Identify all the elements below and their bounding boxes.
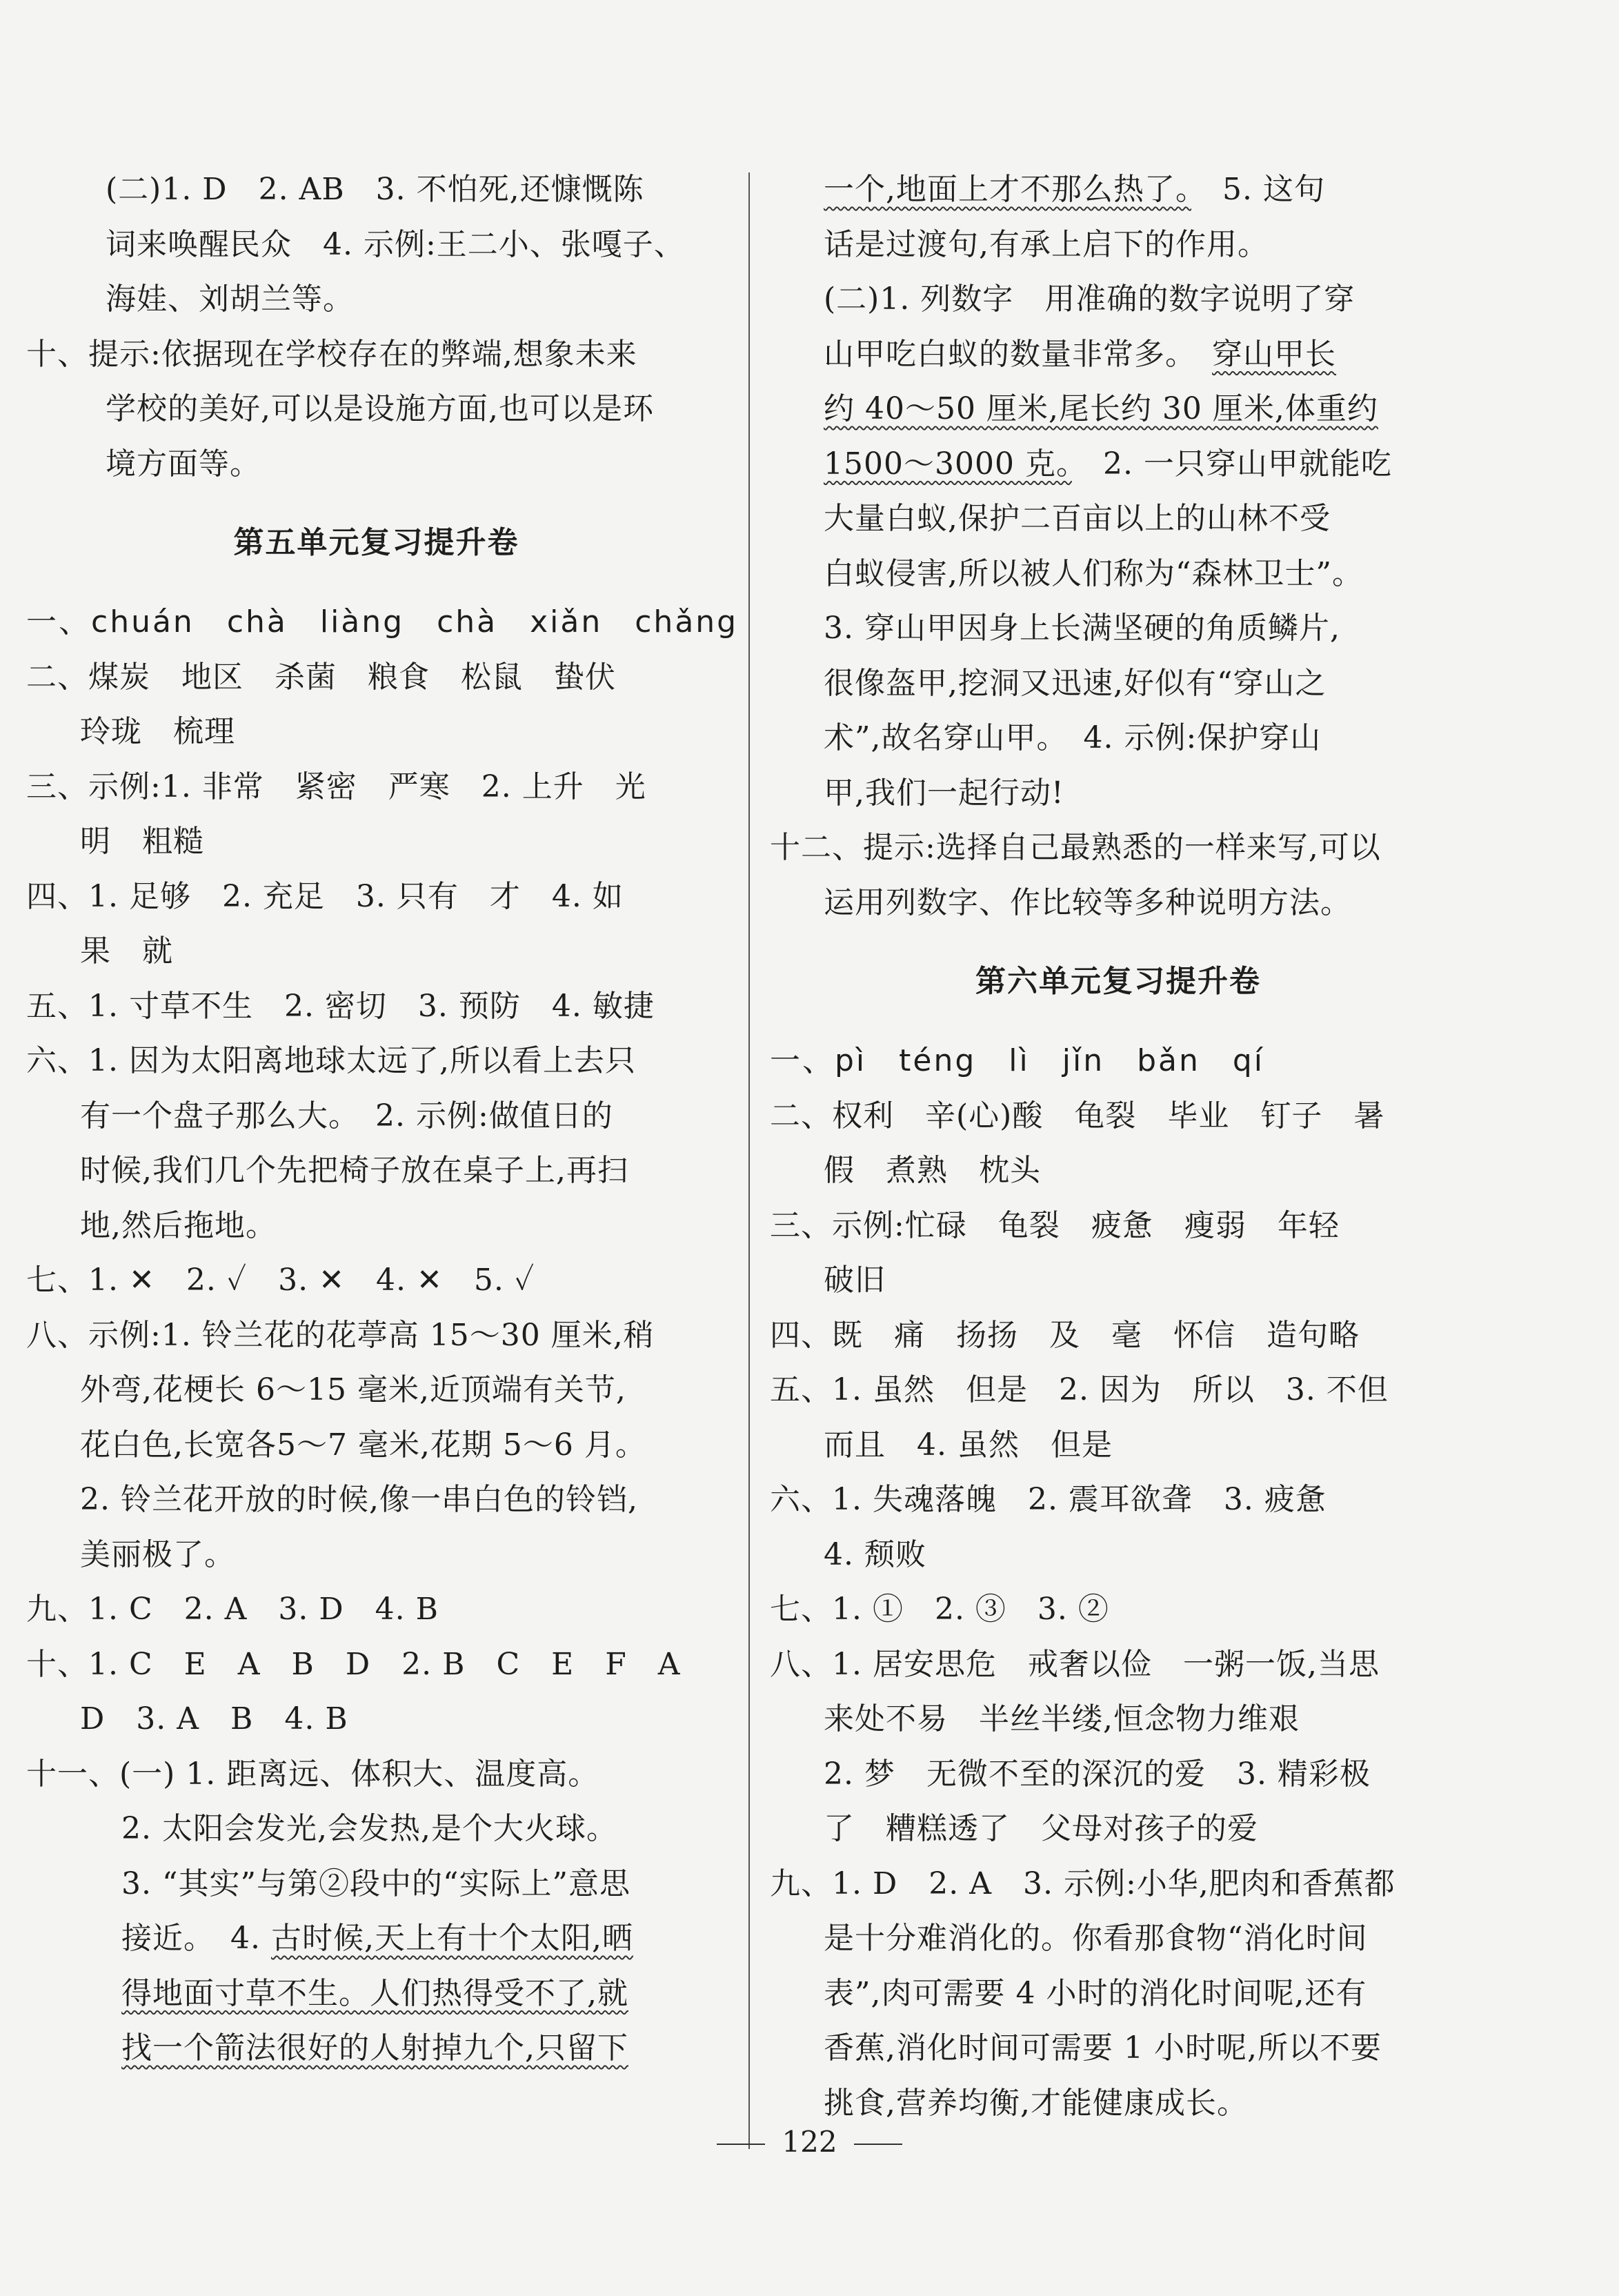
wavy-underlined-text: 1500～3000 克。 <box>824 446 1072 482</box>
text-line: 九、1. D 2. A 3. 示例:小华,肥肉和香蕉都 <box>770 1866 1395 1901</box>
text-line: 果 就 <box>80 933 173 969</box>
text-line: 4. 颓败 <box>824 1536 926 1572</box>
pinyin-line: 一、pì téng lì jǐn bǎn qí <box>770 1043 1265 1078</box>
text-line: 而且 4. 虽然 但是 <box>824 1427 1113 1463</box>
text-line: 来处不易 半丝半缕,恒念物力维艰 <box>824 1701 1300 1736</box>
text-line: 明 粗糙 <box>80 824 204 859</box>
text-line: 美丽极了。 <box>80 1536 235 1572</box>
section-heading-unit-5: 第五单元复习提升卷 <box>233 525 519 560</box>
text-line: 时候,我们几个先把椅子放在桌子上,再扫 <box>80 1153 628 1188</box>
wavy-underlined-text: 约 40～50 厘米,尾长约 30 厘米,体重约 <box>824 391 1378 426</box>
text-line: 六、1. 失魂落魄 2. 震耳欲聋 3. 疲惫 <box>770 1482 1327 1517</box>
dash-decoration <box>854 2144 902 2145</box>
text-line: 香蕉,消化时间可需要 1 小时呢,所以不要 <box>824 2030 1382 2066</box>
wavy-underlined-text: 古时候,天上有十个太阳,晒 <box>270 1921 633 1956</box>
text-line: D 3. A B 4. B <box>80 1701 348 1736</box>
text-line: 很像盔甲,挖洞又迅速,好似有“穿山之 <box>824 665 1327 701</box>
text-line: 运用列数字、作比较等多种说明方法。 <box>824 884 1351 920</box>
text-segment: 山甲吃白蚁的数量非常多。 <box>824 336 1212 372</box>
text-line: 三、示例:忙碌 龟裂 疲惫 瘦弱 年轻 <box>770 1207 1340 1243</box>
wavy-underlined-text: 一个,地面上才不那么热了。 <box>824 172 1191 207</box>
column-divider <box>748 172 750 2149</box>
text-line: 3. 穿山甲因身上长满坚硬的角质鳞片, <box>824 611 1340 646</box>
text-line: 了 糟糕透了 父母对孩子的爱 <box>824 1811 1258 1846</box>
text-line: 二、煤炭 地区 杀菌 粮食 松鼠 蛰伏 <box>26 659 616 695</box>
text-line: (二)1. D 2. AB 3. 不怕死,还慷慨陈 <box>106 172 644 207</box>
right-column <box>770 162 1467 2130</box>
wavy-underlined-text: 得地面寸草不生。人们热得受不了,就 <box>121 1975 628 2011</box>
text-line: 十、1. C E A B D 2. B C E F A <box>26 1646 681 1682</box>
text-line: 六、1. 因为太阳离地球太远了,所以看上去只 <box>26 1043 636 1078</box>
text-line: 八、1. 居安思危 戒奢以俭 一粥一饭,当思 <box>770 1646 1380 1682</box>
text-line: 五、1. 虽然 但是 2. 因为 所以 3. 不但 <box>770 1372 1389 1407</box>
text-line: 大量白蚁,保护二百亩以上的山林不受 <box>824 501 1331 536</box>
text-line: 四、既 痛 扬扬 及 毫 怀信 造句略 <box>770 1317 1360 1353</box>
text-line: 词来唤醒民众 4. 示例:王二小、张嘎子、 <box>106 226 685 262</box>
page-number-text: 122 <box>782 2125 837 2159</box>
text-line: 十一、(一) 1. 距离远、体积大、温度高。 <box>26 1756 599 1792</box>
pinyin-line: 一、chuán chà liàng chà xiǎn chǎng <box>26 604 739 640</box>
text-line: 有一个盘子那么大。 2. 示例:做值日的 <box>80 1098 613 1134</box>
text-segment: 5. 这句 <box>1191 172 1325 207</box>
text-line: 3. “其实”与第②段中的“实际上”意思 <box>121 1866 630 1901</box>
text-line <box>770 437 1467 492</box>
dash-decoration <box>717 2144 765 2145</box>
text-line: 地,然后拖地。 <box>80 1207 277 1243</box>
text-line: 2. 铃兰花开放的时候,像一串白色的铃铛, <box>80 1482 638 1517</box>
text-line: 二、权利 辛(心)酸 龟裂 毕业 钉子 暑 <box>770 1098 1385 1134</box>
text-line: 2. 太阳会发光,会发热,是个大火球。 <box>121 1811 617 1846</box>
text-line <box>26 2021 726 2076</box>
text-line: 是十分难消化的。你看那食物“消化时间 <box>824 1921 1368 1956</box>
left-column <box>26 162 739 2076</box>
text-line: 学校的美好,可以是设施方面,也可以是环 <box>106 391 654 426</box>
text-line: 五、1. 寸草不生 2. 密切 3. 预防 4. 敏捷 <box>26 988 655 1024</box>
text-line: 假 煮熟 枕头 <box>824 1153 1041 1188</box>
text-line: 十、提示:依据现在学校存在的弊端,想象未来 <box>26 336 637 372</box>
wavy-underlined-text: 穿山甲长 <box>1212 336 1336 372</box>
text-line: 四、1. 足够 2. 充足 3. 只有 才 4. 如 <box>26 878 624 914</box>
text-line <box>26 1966 726 2021</box>
text-segment: 2. 一只穿山甲就能吃 <box>1071 446 1392 482</box>
text-line <box>770 382 1467 437</box>
text-line <box>770 162 1467 217</box>
text-line: 外弯,花梗长 6～15 毫米,近顶端有关节, <box>80 1372 626 1407</box>
text-line: 八、示例:1. 铃兰花的花葶高 15～30 厘米,稍 <box>26 1317 655 1353</box>
text-line: 挑食,营养均衡,才能健康成长。 <box>824 2085 1248 2121</box>
text-line: 七、1. ✕ 2. ✓ 3. ✕ 4. ✕ 5. ✓ <box>26 1263 535 1298</box>
page-number <box>0 2125 1619 2159</box>
section-heading-unit-6: 第六单元复习提升卷 <box>975 964 1261 999</box>
text-line: 海娃、刘胡兰等。 <box>106 281 354 317</box>
text-line: 玲珑 梳理 <box>80 714 235 749</box>
text-line: 境方面等。 <box>106 446 261 482</box>
text-line: 花白色,长宽各5～7 毫米,花期 5～6 月。 <box>80 1427 646 1463</box>
text-line: 破旧 <box>824 1263 886 1298</box>
text-line: 表”,肉可需要 4 小时的消化时间呢,还有 <box>824 1975 1367 2011</box>
text-line: 术”,故名穿山甲。 4. 示例:保护穿山 <box>824 720 1322 755</box>
text-segment: 接近。 4. <box>121 1921 271 1956</box>
text-line: 三、示例:1. 非常 紧密 严寒 2. 上升 光 <box>26 769 646 804</box>
text-line: 白蚁侵害,所以被人们称为“森林卫士”。 <box>824 555 1363 591</box>
text-line <box>26 1911 726 1966</box>
text-line: 九、1. C 2. A 3. D 4. B <box>26 1592 439 1627</box>
text-line: 话是过渡句,有承上启下的作用。 <box>824 226 1269 262</box>
text-line: 十二、提示:选择自己最熟悉的一样来写,可以 <box>770 830 1381 865</box>
text-line: (二)1. 列数字 用准确的数字说明了穿 <box>824 281 1355 317</box>
text-line: 2. 梦 无微不至的深沉的爱 3. 精彩极 <box>824 1756 1371 1792</box>
text-line: 甲,我们一起行动! <box>824 775 1064 811</box>
text-line <box>770 327 1467 382</box>
text-line: 七、1. ① 2. ③ 3. ② <box>770 1592 1109 1627</box>
wavy-underlined-text: 找一个箭法很好的人射掉九个,只留下 <box>121 2030 628 2066</box>
